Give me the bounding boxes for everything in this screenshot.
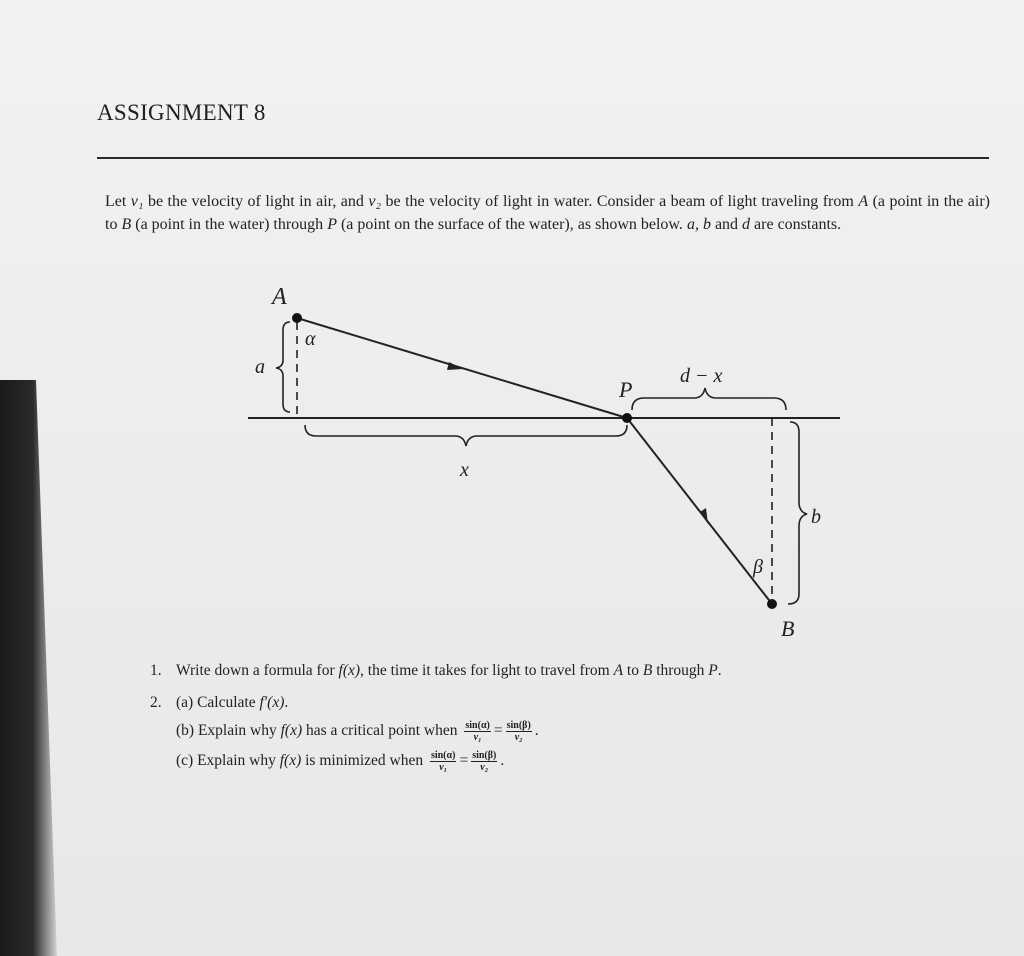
var-a: a	[686, 216, 695, 233]
intro-paragraph: Let v₁ be the velocity of light in air, and v₂ be the velocity of light in water. Consider a beam of light traveling from A (a point in the air) to B (a point in the water) through P (a point on the surface of the water), as shown below. a, b and d are constants.	[105, 193, 990, 233]
var-B: B	[121, 216, 132, 233]
label-a: a	[255, 356, 265, 378]
point-B	[767, 599, 777, 609]
label-d-minus-x: d − x	[680, 365, 723, 387]
var-A: A	[858, 193, 869, 210]
fraction-sin-alpha-v1: $\frac{\sin(\alpha)}{\text{v₁}}$	[465, 720, 490, 743]
var-v2: v₂	[368, 193, 382, 210]
var-v1: v₁	[130, 193, 144, 210]
question-1: 1. Write down a formula for f(x), the time it takes for light to travel from A to B through P.	[150, 662, 722, 679]
refraction-diagram	[0, 270, 1024, 640]
question-2b: (b) Explain why f(x) has a critical point when $\frac{\sin(\alpha)}{\text{v₁}}$ = $\frac{\sin(\beta)}{\text{v₂}}$ .	[176, 720, 539, 743]
ray-arrow-air	[447, 362, 463, 370]
label-P: P	[619, 377, 633, 402]
label-b: b	[811, 506, 821, 528]
question-2a: 2. (a) Calculate f′(x).	[150, 694, 289, 711]
fraction-sin-alpha-v1: $\frac{\sin(\alpha)}{\text{v₁}}$	[430, 750, 456, 773]
var-d: d	[742, 216, 751, 233]
ray-A-to-P	[297, 318, 627, 418]
page-title: ASSIGNMENT 8	[97, 100, 266, 125]
brace-a	[276, 322, 290, 412]
fraction-sin-beta-v2: $\frac{\sin(\beta)}{\text{v₂}}$	[506, 720, 531, 743]
var-P: P	[327, 216, 337, 233]
point-A	[292, 313, 302, 323]
brace-d-minus-x	[632, 388, 786, 410]
ray-arrow-water	[700, 508, 708, 524]
title-divider	[97, 157, 989, 159]
brace-x	[305, 425, 627, 446]
label-B: B	[781, 616, 795, 640]
point-P	[622, 413, 632, 423]
label-x: x	[460, 459, 469, 481]
brace-b	[788, 422, 807, 604]
var-b: b	[702, 216, 711, 233]
label-A: A	[272, 284, 287, 310]
ray-P-to-B	[627, 418, 772, 604]
fraction-sin-beta-v2: $\frac{\sin(\beta)}{\text{v₂}}$	[472, 750, 497, 773]
label-alpha: α	[305, 328, 316, 350]
question-2c: (c) Explain why f(x) is minimized when $\frac{\sin(\alpha)}{\text{v₁}}$ = $\frac{\sin(\beta)}{\text{v₂}}$ .	[176, 750, 505, 773]
label-beta: β	[753, 556, 763, 578]
